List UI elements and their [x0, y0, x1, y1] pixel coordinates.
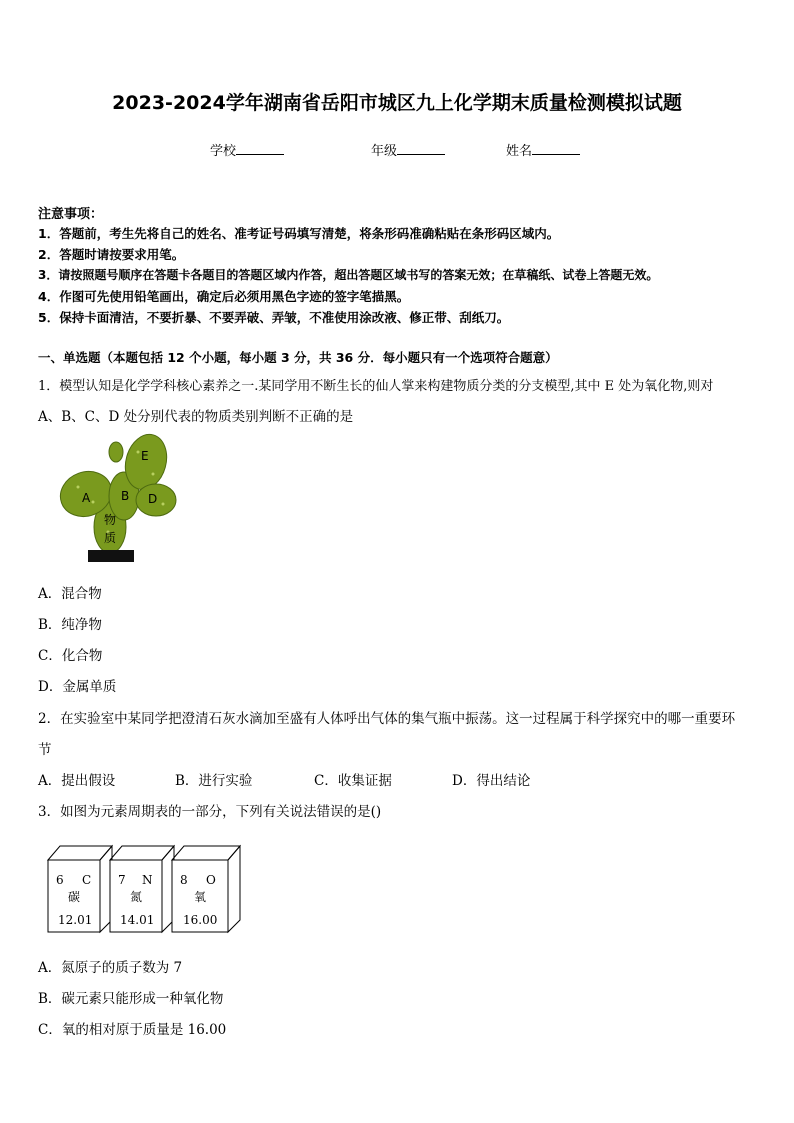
q1-option-a[interactable]: A．混合物 [38, 586, 102, 602]
pad-small [109, 442, 123, 462]
note-item: 4．作图可先使用铅笔画出，确定后必须用黑色字迹的签字笔描黑。 [38, 289, 410, 304]
c-number: 6 [56, 873, 64, 887]
note-item: 5．保持卡面清洁，不要折暴、不要弄破、弄皱，不准使用涂改液、修正带、刮纸刀。 [38, 310, 510, 325]
school-field [210, 140, 284, 159]
q3-option-c[interactable]: C．氧的相对原于质量是 16.00 [38, 1022, 227, 1038]
grade-label: 年级 [371, 144, 398, 159]
cactus-pot [88, 550, 134, 562]
q3-option-b[interactable]: B．碳元素只能形成一种氧化物 [38, 991, 224, 1007]
grade-blank [397, 142, 445, 155]
o-number: 8 [180, 873, 188, 887]
school-blank [236, 142, 284, 155]
o-mass: 16.00 [183, 913, 218, 927]
grade-field [371, 140, 445, 159]
name-label: 姓名 [506, 144, 533, 159]
q2-stem-line2: 节 [38, 742, 52, 758]
n-name: 氮 [130, 890, 143, 904]
note-item: 3．请按照题号顺序在答题卡各题目的答题区域内作答，超出答题区域书写的答案无效；在草稿纸、试卷上答题无效。 [38, 268, 659, 282]
o-symbol: O [206, 873, 216, 887]
q3-stem: 3．如图为元素周期表的一部分，下列有关说法错误的是() [38, 804, 382, 820]
q1-stem-line1: 1．模型认知是化学学科核心素养之一.某同学用不断生长的仙人掌来构建物质分类的分支模型,其中 E 处为氧化物,则对 [38, 379, 714, 394]
page-title: 2023-2024学年湖南省岳阳市城区九上化学期末质量检测模拟试题 [112, 92, 682, 114]
q1-option-c[interactable]: C．化合物 [38, 648, 103, 664]
n-number: 7 [118, 873, 126, 887]
notes-heading: 注意事项： [38, 207, 104, 222]
school-label: 学校 [210, 144, 237, 159]
section-heading: 一、单选题（本题包括 12 个小题，每小题 3 分，共 36 分．每小题只有一个选项符合题意） [38, 350, 558, 365]
note-item: 2．答题时请按要求用笔。 [38, 247, 185, 262]
n-symbol: N [142, 873, 153, 887]
q2-option-d[interactable]: D．得出结论 [452, 773, 531, 789]
figure-label-d: D [148, 492, 158, 506]
figure-label-wu: 物 [104, 513, 117, 527]
name-blank [532, 142, 580, 155]
q3-option-a[interactable]: A．氮原子的质子数为 7 [38, 960, 183, 976]
note-item: 1．答题前，考生先将自己的姓名、准考证号码填写清楚，将条形码准确粘贴在条形码区域内。 [38, 226, 560, 241]
name-field [506, 140, 580, 159]
periodic-table-figure [46, 842, 246, 934]
q1-option-b[interactable]: B．纯净物 [38, 617, 102, 633]
q1-stem-line2: A、B、C、D 处分别代表的物质类别判断不正确的是 [38, 409, 354, 425]
q2-option-a[interactable]: A．提出假设 [38, 773, 116, 789]
c-symbol: C [82, 873, 92, 887]
figure-label-zhi: 质 [104, 531, 117, 545]
q2-stem-line1: 2．在实验室中某同学把澄清石灰水滴加至盛有人体呼出气体的集气瓶中振荡。这一过程属于科学探究中的哪一重要环 [38, 711, 736, 727]
n-mass: 14.01 [120, 913, 155, 927]
cactus-classification-figure [48, 432, 188, 566]
q2-option-c[interactable]: C．收集证据 [314, 773, 392, 789]
c-name: 碳 [68, 890, 81, 904]
figure-label-a: A [82, 491, 91, 505]
figure-label-e: E [141, 449, 149, 463]
q2-option-b[interactable]: B．进行实验 [175, 773, 253, 789]
figure-label-b: B [121, 489, 130, 503]
q1-option-d[interactable]: D．金属单质 [38, 679, 117, 695]
o-name: 氧 [194, 890, 207, 904]
c-mass: 12.01 [58, 913, 93, 927]
